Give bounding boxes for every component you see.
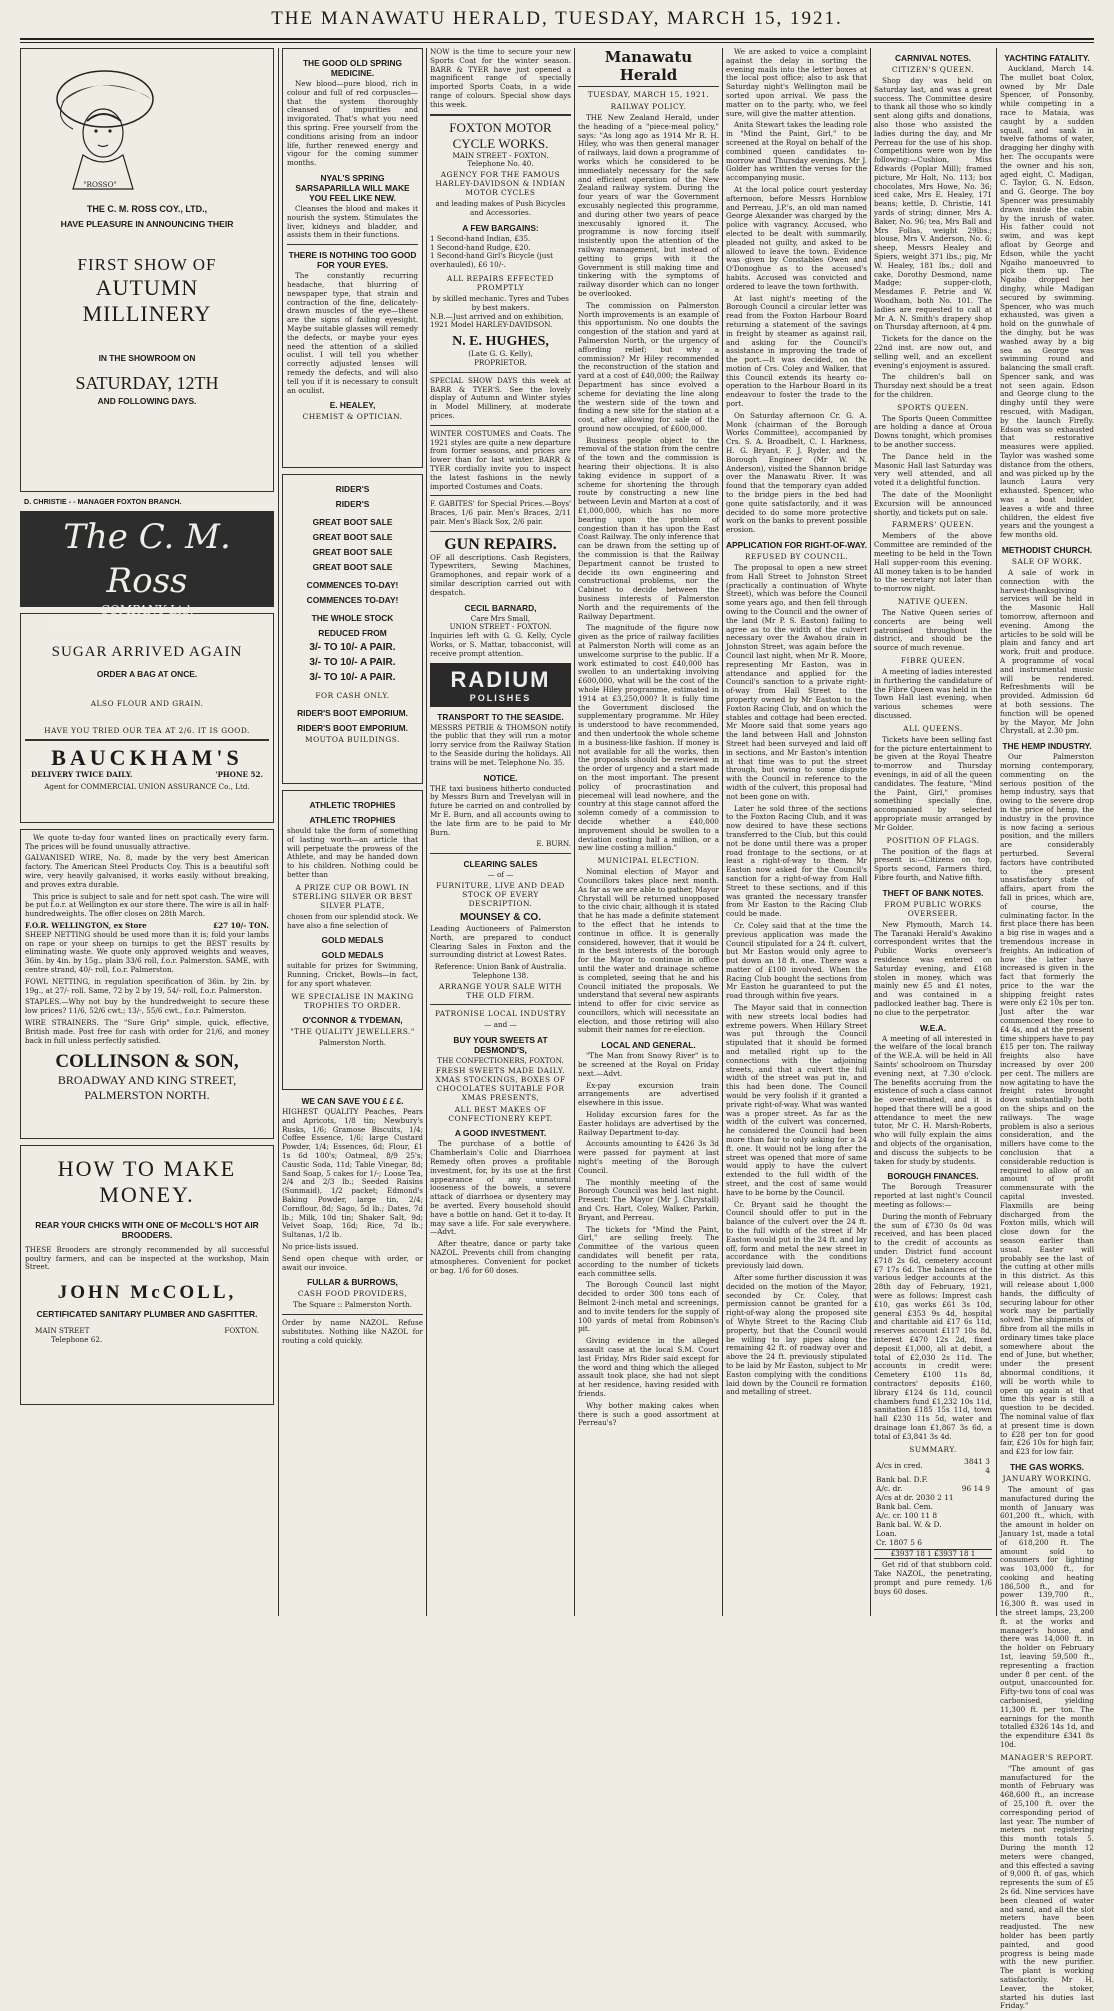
- plumber-line: CERTIFICATED SANITARY PLUMBER AND GASFITTER.: [36, 1309, 258, 1320]
- local-8: Giving evidence in the alleged assault case at the local S.M. Court last Friday, Mrs Rider said except for the word and thing which the alleged assault took place, she had not slept at her residence, having resided with friends.: [578, 1336, 719, 1398]
- managers-report-text: "The amount of gas manufactured for the month of February was 468,600 ft., an increase of 25,100 ft. over the corresponding period of last year. The number of meters not registering this month totals 5. During the month 12 meters were changed, and this effected a saving of 9,000 ft. of gas, which represents the sum of £5 2s 6d. Nine services have been cleaned of water and sand, and all the slot meters have been readjusted. The new holder has been partly painted, and good progress is being made with the new purifier. The plant is working satisfactorily. Mr H. Leaver, the stoker, started his duties last Friday.": [1000, 1763, 1094, 2011]
- foxton-label: FOXTON.: [224, 1326, 259, 1336]
- main-street: MAIN STREET: [35, 1326, 90, 1336]
- sale-of-work: SALE OF WORK.: [1011, 557, 1083, 567]
- sports-queen: SPORTS QUEEN.: [897, 402, 969, 412]
- municipal-text: Nominal election of Mayor and Councillors takes place next month. As far as we are able to gather, Mayor Chrystall will be returned unopposed to the civic chair, although it is stated that he has made a definite statement to the effect that he intends to continue in office. It is generally considered, however, that it would be in the best interests of the borough for the Mayor to continue in office until the water and drainage scheme is completed, seeing that he and his Council initiated the proposals. We understand that several new aspirants intend to offer for civic service as councillors, which will necessitate an election, and those retiring will also submit their names for re-election.: [578, 867, 719, 1035]
- policy-p1: THE New Zealand Herald, under the heading of a "piece-meal policy," says: "As long ago as 1914 Mr R. H. Hiley, who was then general manager of railways, laid down a programme of works which he considered to be immediately necessary for the safe and efficient operation of the New Zealand railway system. During the four years of war the Government excusably neglected this programme, and during other two years of peace inexcusably ignored it. The programme is now forcing itself insistently upon the attention of the railway management, but instead of getting to grips with it the Government is still making time and tinkering with the symptoms of railway disorder which can no longer be overlooked.: [578, 113, 719, 298]
- ross-script-logo: The C. M. Ross: [63, 516, 231, 601]
- gold-medals-2: GOLD MEDALS: [321, 950, 384, 961]
- gas-works-heading: THE GAS WORKS.: [1010, 1461, 1084, 1472]
- lady-portrait-illustration: [43, 59, 163, 199]
- rear-chicks: REAR YOUR CHICKS WITH ONE OF McCOLL'S HOT AIR BROODERS.: [35, 1219, 259, 1240]
- and-line: — and —: [484, 1019, 517, 1029]
- union-street: UNION STREET - FOXTON.: [449, 622, 552, 632]
- local-6: The tickets for "Mind the Paint, Girl," are selling freely. The Committee of the various queen candidates will benefit per rata, according to the number of tickets each committee sells.: [578, 1224, 719, 1278]
- bauckhams-heading: BAUCKHAM'S: [51, 744, 243, 770]
- summary-amount: [957, 1511, 992, 1520]
- methodist-text: A sale of work in connection with the harvest-thanksgiving services will be held in the Masonic Hall tomorrow, afternoon and evening. Among the articles to be sold will be plain and fancy and art work, fruit and produce. A programme of vocal and instrumental music will be rendered. Refreshments will be provided. Admission 6d at both sessions. The function will be opened by the Mayor, Mr John Chrystall, at 2.30 pm.: [1000, 568, 1094, 736]
- nyal-heading: NYAL'S SPRING SARSAPARILLA WILL MAKE YOU FEEL LIKE NEW.: [295, 172, 410, 203]
- mounsey-co: MOUNSEY & CO.: [460, 912, 541, 924]
- summary-row: [874, 1475, 992, 1484]
- native-queen: NATIVE QUEEN.: [897, 597, 969, 607]
- of-line: — of —: [487, 870, 514, 880]
- theft-text: New Plymouth, March 14. The Taranaki Herald's Awakino correspondent writes that the Public Works overseer's residence was entered on Saturday evening, and £168 stolen in money, which was mainly new £5 and £1 notes, and was contained in a padlocked leather bag. There is no clue to the perpetrator.: [874, 919, 992, 1017]
- announce-text: HAVE PLEASURE IN ANNOUNCING THEIR: [60, 218, 234, 229]
- summary-label: A/cs in cred.: [876, 1461, 923, 1471]
- highest-quality-text: HIGHEST QUALITY Peaches, Pears and Apricots, 1/8 tin; Newbury's Rusks, 1/6; Gramose Biscuits, 1/4; Coffee Essence, 1/6; large Custard Powder, 1/4; Essences, 6d; Flour, £1 1s 6d 100's; Oatmeal, 8/9 25's; Caustic Soda, 11d; Table Vinegar, 8d; Sand Soap, 5 cakes for 1/-; Loose Tea, 2/4 and 2/3 lb.; Seeded Raisins (Sunmaid), 1/2 packet; Edmond's Baking Powder, large tin, 2/4; Cornflour, 8d; Sago, 5d lb.; Dates, 7d lb.; Milk, 10d tin; Shaker Salt, 9d; Velvet Soap, 16d; Rice, 7d lb.; Sultanas, 1/2 lb.: [282, 1107, 423, 1240]
- wire-intro: We quote to-day four wanted lines on practically every farm. The prices will be found unusually attractive.: [25, 832, 269, 851]
- fibre-text: A meeting of ladies interested in furthering the candidature of the Fibre Queen was held in the Town Hall last evening, when various schemes were discussed.: [874, 667, 992, 720]
- local-2: Ex-pay excursion train arrangements are advertised elsewhere in this issue.: [578, 1080, 719, 1108]
- citizens-text-2: Tickets for the dance on the 22nd inst. are now out, and selling well, and an excellent evening's enjoyment is assured.: [874, 334, 992, 370]
- municipal-heading: MUNICIPAL ELECTION.: [597, 856, 700, 866]
- summary-row: [874, 1502, 992, 1511]
- policy-p3: Business people object to the removal of the station from the centre of the town and the commission is hearing their objections. It is also taking evidence in support of a scheme for shortening the through route by constructing a new line between Levin and Marton at a cost of £1,000,000, which has no more bearing upon the problem of congestion than it has upon the East Coast Railway. The only inference that can be drawn from the setting up of the commission is that the Railway Department cannot be trusted to decide its own engineering and constructional problems, nor the Cabinet to decide between the business interests of Palmerston North and the requirements of the Railway Department.: [578, 435, 719, 621]
- autumn-millinery-heading: AUTUMN MILLINERY: [82, 274, 212, 326]
- specialise: WE SPECIALISE IN MAKING TROPHIES TO ORDER.: [291, 991, 414, 1010]
- motor-telephone: Telephone No. 40.: [467, 159, 534, 169]
- boot-sale-2: GREAT BOOT SALE: [312, 532, 393, 542]
- local-5: The monthly meeting of the Borough Council was held last night. Present: The Mayor (Mr J. Chrystall) and Crs. Hart, Coley, Walker, Parkin, Bryant, and Perreau.: [578, 1177, 719, 1222]
- special-show: SPECIAL SHOW DAYS this week at BARR & TYER'S. See the lovely display of Autumn and Winter styles in Model Millinery, at moderate prices.: [430, 375, 571, 420]
- column-4: [578, 48, 719, 1616]
- for-wellington: F.O.R. WELLINGTON, ex Store: [25, 920, 147, 930]
- motor-main-st: MAIN STREET - FOXTON.: [452, 150, 549, 160]
- summary-amount: [957, 1475, 992, 1484]
- summary-row: [874, 1457, 992, 1475]
- wellington-price: £27 10/- TON.: [213, 920, 269, 930]
- gun-repairs-heading: GUN REPAIRS.: [444, 535, 557, 553]
- local-3: Holiday excursion fares for the Easter holidays are advertised by the Railway Department to-day.: [578, 1110, 719, 1137]
- notice-heading: NOTICE.: [483, 772, 518, 783]
- col5-p10: Cr. Bryant said he thought the Council should offer to put in the balance of the culvert over the 24 ft. to the full width of the street if Mr Easton would put in the 24 ft. and lay off, form and metal the new street in accordance with the conditions previously laid down.: [726, 1199, 867, 1271]
- summary-total: £3937 18 1 £3937 18 1: [874, 1549, 992, 1560]
- summary-row: [874, 1538, 992, 1547]
- oconnor-tydeman: O'CONNOR & TYDEMAN,: [302, 1014, 403, 1025]
- gabites: F. GABITES' for Special Prices.—Boys' Braces, 1/6 pair. Men's Braces, 2/11 pair. Men's Black Sox, 2/6 pair.: [430, 499, 571, 526]
- col5-p4: At last night's meeting of the Borough Council a circular letter was read from the Foxton Harbour Board returning a statement of the savings in freight by steamer as against rail, and asking for the Council's assistance in improving the trade of the port.—It was decided, on the motion of Crs. Coley and Walker, that this Council extends its hearty co-operation to the Harbour Board in its endeavour to foster the trade to the port.: [726, 293, 867, 409]
- leading-makes: and leading makes of Push Bicycles and Accessories.: [435, 199, 566, 217]
- collinson-heading: COLLINSON & SON,: [55, 1051, 239, 1073]
- brooders-text: THESE Brooders are strongly recommended by all successful poultry farmers, and can be inspected at the workshop, Main Street.: [25, 1244, 269, 1272]
- col5-p11: After some further discussion it was decided on the motion of the Mayor, seconded by Cr. Coley, that permission cannot be granted for a right-of-way along the proposed site of Whyte Street to the Racing Club property, but that the Council would be willing to lay pipes along the remaining 42 ft. of roadway over and above the 24 ft. previously stipulated to be laid by Mr Easton, subject to Mr Easton complying with the conditions laid down by the Council re formation and metalling of street.: [726, 1272, 867, 1397]
- masthead: THE MANAWATU HERALD, TUESDAY, MARCH 15, 1921.: [271, 8, 843, 29]
- galvanised-wire: GALVANISED WIRE, No. 8, made by the very best American factory. The American Steel Products Coy. This is a beautiful soft wire, very heavily galvanised, it works easily without breaking, and proves extra durable.: [25, 853, 269, 889]
- fullar-burrows-ad: [282, 1096, 423, 1376]
- finances-text-2: During the month of February the sum of £730 0s 0d was received, and has been placed to the credit of accounts as under: District fund account £718 2s 6d, cemetery account £7 17s 6d. The balances of the various ledger accounts at the 28th day of February, 1921, were as follows: Imprest cash £10, gas works £61 3s 10d, general £353 9s 4d, hospital and charitable aid £17 6s 11d, reserves account £117 10s 8d, interest £470 12s 2d, fixed deposit £1,000, all at debit, a total of £2,030 2s 11d. The accounts in credit were: Cemetery £100 11s 8d, contractors' deposits £160, library £124 6s 11d, council chambers fund £1,232 10s 11d, sanitation £185 15s 11d, town hall £230 11s 5d, water and drainage loan £1,867 3s 6d, a total of £3,841 3s 4d.: [874, 1211, 992, 1441]
- eyes-text: The constantly recurring headache, that blurring of newspaper type, that strain and contraction of the fine, delicately-drawn muscles of the eye—these are the signs of failing eyesight. Maybe suitable glasses will remedy the defects, or maybe your eyes need the attention of a skilled oculist. I will tell you whether correctly adjusted lenses will remedy the defects, and will also tell you if it is necessary to consult an oculist.: [287, 271, 418, 395]
- rosso-label: "ROSSO": [83, 180, 117, 189]
- summary-label: Bank bal. D.F.: [876, 1474, 928, 1484]
- arrange-sale: ARRANGE YOUR SALE WITH THE OLD FIRM.: [439, 981, 562, 1000]
- summary-amount: [957, 1493, 992, 1502]
- column-6: [874, 48, 992, 1616]
- wea-heading: W.E.A.: [919, 1022, 947, 1033]
- yachting-heading: YACHTING FATALITY.: [1004, 53, 1090, 63]
- column-divider: [426, 48, 427, 1616]
- phone-52: 'PHONE 52.: [215, 769, 263, 779]
- how-to-make: HOW TO MAKE: [57, 1155, 237, 1181]
- refused-by-council: REFUSED BY COUNCIL.: [744, 552, 849, 562]
- healey-chemist-ad: [282, 48, 423, 468]
- radium-word: RADIUM: [450, 666, 551, 692]
- column-divider: [574, 48, 575, 1616]
- flour-grain: ALSO FLOUR AND GRAIN.: [90, 698, 204, 708]
- price-line-3: 3/- TO 10/- A PAIR.: [309, 672, 396, 683]
- get-rid-cold: Get rid of that stubborn cold. Take NAZOL, the penetrating, prompt and pure remedy. 1/6 buys 60 doses.: [874, 1560, 992, 1596]
- col5-p7: Later he sold three of the sections to the Foxton Racing Club, and it was now desired to have these sections transferred to the Club, but this could not be done until there was a proper road frontage to the sections, or at least a right-of-way to them. Mr Easton now asked for the Council's sanction for a right-of-way from Hall Street to these sections, and if this was granted the necessary transfer from Mr Easton to the Racing Club could be made.: [726, 803, 867, 919]
- cm-ross-logo: [20, 511, 274, 632]
- cash-food: CASH FOOD PROVIDERS,: [297, 1289, 408, 1299]
- col5-p9: The Mayor said that in connection with new streets local bodies had extreme powers. When Hillary Street was put through the Council stipulated that it should be formed and metalled right up to the connections with the adjoining streets, and that a culvert the full width of the street was put in, and this had been done. The Council would be very foolish if it granted a private right-of-way. What was wanted was a proper street. As far as the width of the culvert was concerned, he considered the Council had been more than fair to only asking for a 24 ft. one. It would not be long after the street was opened that more of same would apply to have the culvert extended to the full width of the street, and the cost of same would have to be borne by the Council.: [726, 1003, 867, 1197]
- gold-medals-1: GOLD MEDALS: [321, 935, 384, 946]
- furniture-stock: FURNITURE, LIVE AND DEAD STOCK OF EVERY DESCRIPTION.: [436, 881, 565, 909]
- galvanised-price-note: This price is subject to sale and for nett spot cash. The wire will be put f.o.r. at Wellington ex our store there. The wire is all in half-hundredweights. The offer closes on 28th March.: [25, 891, 269, 919]
- agent-line: Agent for COMMERCIAL UNION ASSURANCE Co., Ltd.: [44, 781, 250, 791]
- column-1: [20, 48, 274, 1616]
- first-show-text: FIRST SHOW OF: [77, 254, 217, 274]
- winter-costumes: WINTER COSTUMES and Coats. The 1921 styles are quite a new departure from former seasons, and prices are lower than for last winter. BARR & TYER cordially invite you to inspect the latest fashions in the newly imported Costumes and Coats.: [430, 428, 571, 491]
- ross-millinery-ad: [20, 48, 274, 492]
- sports-coat-ad: NOW is the time to secure your new Sports Coat for the winter season. BARR & TYER have just opened a magnificent range of specially imported Sports Coats, in a wide range of colours. Special show days this week.: [430, 47, 571, 109]
- nazol-order: Order by name NAZOL. Refuse substitutes. Nothing like NAZOL for routing a cold quickly.: [282, 1318, 423, 1345]
- citizens-text-3: The children's ball on Thursday next should be a treat for the children.: [874, 372, 992, 399]
- company-ltd: COMPANY Ltd.: [100, 602, 194, 617]
- confectioners: THE CONFECTIONERS, FOXTON.: [437, 1055, 564, 1065]
- athletic-text: should take the form of something of lasting worth—an article that will perpetuate the prowess of the Athlete, and may be handed down to his children. Nothing could be better than: [287, 826, 418, 879]
- local-4: Accounts amounting to £426 3s 3d were passed for payment at last night's meeting of the Borough Council.: [578, 1139, 719, 1175]
- january-working: JANUARY WORKING.: [1002, 1473, 1092, 1483]
- skilled-mechanic: by skilled mechanic. Tyres and Tubes by best makers.: [432, 293, 569, 312]
- good-investment: A GOOD INVESTMENT.: [454, 1128, 547, 1139]
- cecil-barnard: CECIL BARNARD,: [464, 602, 537, 613]
- gas-text: The amount of gas manufactured during the month of January was 601,200 ft., which, with the amount in holder on January 1st, made a total of 618,200 ft. The amount sold to consumers for lighting was 103,000 ft., for cooking and heating 186,500 ft., and for power 139,700 ft., 16,300 ft. was used in the street lamps, 23,200 ft. at the works and manager's house, and there was 14,000 ft. in the holder on February 1st, leaving 59,500 ft., representing a fraction under 8 per cent. of the output, unaccounted for. Fifty-two tons of coal was carbonised, yielding 11,300 ft. per ton. The earnings for the month totalled £326 14s 1d, and the expenditure £341 8s 10d.: [1000, 1484, 1094, 1750]
- summary-row: [874, 1520, 992, 1538]
- fashion-centre: PALMERSTON'S FASHION CENTRE: [53, 620, 241, 632]
- investment-text: The purchase of a bottle of Chamberlain's Colic and Diarrhoea Remedy often proves a profitable investment, for, by its use at the first appearance of any unnatural looseness of the bowels, a severe attack of diarrhoea or dysentery may be averted. Every household should have a bottle on hand. Get it to-day. It may save a life. For sale everywhere.—Advt.: [430, 1139, 571, 1237]
- local-1: "The Man from Snowy River" is to be screened at the Royal on Friday next.—Advt.: [578, 1051, 719, 1078]
- saturday-date: SATURDAY, 12TH: [75, 372, 219, 393]
- column-divider: [722, 48, 723, 1616]
- proprietor: PROPRIETOR.: [474, 357, 527, 367]
- boot-sale-1: GREAT BOOT SALE: [312, 517, 393, 527]
- local-7: The Borough Council last night decided to order 300 tons each of Belmont 2-inch metal and screenings, and to invite tenders for the supply of 100 yards of metal from Robinson's pit.: [578, 1280, 719, 1334]
- tea-line: HAVE YOU TRIED OUR TEA AT 2/6. IT IS GOOD.: [44, 725, 250, 735]
- col5-p8: Cr. Coley said that at the time the previous application was made the Council stipulated for a 24 ft. culvert, but Mr Easton would only agree to put down an 18 ft. one. There was a matter of £100 involved. When the Racing Club bought the sections from Mr Easton he guaranteed to put the road through within five years.: [726, 920, 867, 1001]
- column-7: [1000, 48, 1094, 2011]
- late-kelly: (Late G. G. Kelly),: [468, 349, 533, 359]
- staples: STAPLES.—Why not buy by the hundredweight to secure these low prices? 11/6, 52/6 cwt.; 13/-, 55/6 cwt., f.o.r. Palmerston.: [25, 997, 269, 1016]
- foxton-motor-heading: FOXTON MOTOR CYCLE WORKS.: [449, 119, 552, 151]
- petrie-thomson: MESSRS PETRIE & THOMSON notify the public that they will run a motor lorry service from the Railway Station to the Seaside during the holidays. All trains will be met. Telephone No. 35.: [430, 722, 571, 767]
- radium-polishes-logo: [430, 663, 571, 707]
- bargain-2: 1 Second-hand Rudge, £20.: [430, 242, 531, 252]
- all-best: ALL BEST MAKES OF CONFECTIONERY KEPT.: [448, 1105, 553, 1124]
- sugar-heading: SUGAR ARRIVED AGAIN: [51, 643, 243, 660]
- wire-strainers: WIRE STRAINERS. The "Sure Grip" simple, quick, effective, British made. Post free for cash with order for 21/6, and money back in full unless perfectly satisfied.: [25, 1017, 269, 1045]
- summary-label: A/c. cr. 100 11 8: [876, 1510, 938, 1520]
- position-flags: POSITION OF FLAGS.: [886, 835, 980, 845]
- column-divider: [870, 48, 871, 1616]
- whole-stock: THE WHOLE STOCK: [311, 613, 394, 623]
- inquiries: Inquiries left with G. G. Kelly, Cycle Works, or S. Mattar, tobacconist, will receive prompt attention.: [430, 631, 571, 658]
- healey-name: E. HEALEY,: [329, 400, 376, 411]
- sports-text-3: The date of the Moonlight Excursion will be announced shortly, and tickets put on sale.: [874, 490, 992, 517]
- edition-date: TUESDAY, MARCH 15, 1921.: [587, 90, 710, 99]
- local-general-heading: LOCAL AND GENERAL.: [601, 1040, 696, 1051]
- hughes-name: N. E. HUGHES,: [452, 334, 549, 350]
- column-divider: [996, 48, 997, 1616]
- summary-row: [874, 1484, 992, 1493]
- order-bag: ORDER A BAG AT ONCE.: [96, 668, 198, 679]
- boot-sale-4: GREAT BOOT SALE: [312, 562, 393, 572]
- summary-amount: [957, 1538, 992, 1547]
- patronise: PATRONISE LOCAL INDUSTRY: [435, 1008, 566, 1018]
- trophies-ad: [282, 790, 423, 1090]
- the-square: The Square :: Palmerston North.: [293, 1300, 412, 1310]
- methodist-heading: METHODIST CHURCH.: [1001, 545, 1093, 556]
- clearing-sales: CLEARING SALES: [463, 859, 538, 870]
- col5-p1: We are asked to voice a complaint against the delay in sorting the evening mails into the letter boxes at the local post office; also to ask that Saturday night's Wellington mail be sorted upon arrival. We pass the matter on to the party, who, we feel sure, will give the matter attention.: [726, 47, 867, 118]
- athletic-2: ATHLETIC TROPHIES: [309, 815, 396, 825]
- telephone-62: Telephone 62.: [51, 1334, 103, 1344]
- citizens-text: Shop day was held on Saturday last, and was a great success. The Committee desire to thank all those who so kindly sent along gifts and donations, also those who assisted the ladies during the day, and Mr Perreau for the use of his shop. Competitions were won by the following:—Cushion, Miss Edwards (Poplar Mill); framed picture, Mr Holt, No. 113; box chocolates, Mrs Howe, No. 36; iced cake, Mrs E. Healey, 171 beans; kettle, D. Christie, 141 yards of string; dinner, Mrs A. Baker, No. 96; tea, Mrs Ball and Mrs Follas, weight 29lbs.; blouse, Mrs V. Anderson, No. 6; sheep, Messrs Healey and Spiers, weight 371 lbs.; pig, Mr W. Healey, 181 lbs.; doll and cake, Dorothy Desmond, name Madge; supper-cloth, Mesdames F. Petrie and W. Woodham, both No. 101. The ladies are requested to call at Mr A. N. Smith's drapery shop on Thursday afternoon, at 4 pm.: [874, 76, 992, 332]
- nameplate: Manawatu Herald: [578, 48, 719, 87]
- fullar-burrows: FULLAR & BURROWS,: [307, 1277, 398, 1288]
- repairs: ALL REPAIRS EFFECTED PROMPTLY: [447, 273, 554, 292]
- column-5: [726, 48, 867, 1616]
- borough-finances-heading: BOROUGH FINANCES.: [887, 1171, 979, 1182]
- telephone-138: Telephone 138.: [472, 971, 529, 980]
- policy-p2: The commission on Palmerston North improvements is an example of this opportunism. No one doubts the congestion of the station and yard at Palmerston North, or the urgency of affording relief; but why a commission? Mr Hiley recommended the reconstruction of the station and yard at a cost of £40,000; the Railway Department has since evolved a scheme for deviating the line along the western side of the town and finding a new site for the station at a cost, after allowing for sale of the ground now occupied, of £600,000.: [578, 300, 719, 433]
- policy-p4: The magnitude of the figure now given as the price of railway facilities at Palmerston North will come as an unwelcome surprise to the public. If a work estimated to cost £40,000 has swollen to an undertaking involving £600,000, what will be the cost of the whole Hiley programme, estimated in 1914 at £3,250,000? It is fully time the Government disclosed the supplementary programme. Mr Hiley is understood to have recommended, and then undertook the whole scheme in a business-like fashion. If money is not available for all the works, then the proposals should be reviewed in the order of urgency and a start made on the most important. The present policy of procrastination and piecemeal will lead nowhere, and the country at this stage cannot afford the solemn comedy of a commission to decide whether a £40,000 improvement should be swollen to a deviation costing half a million, or a new line costing a million.": [578, 623, 719, 853]
- showroom-text: IN THE SHOWROOM ON: [98, 352, 196, 363]
- taxi-notice: THE taxi business hitherto conducted by Messrs Burn and Trevelyan will in future be carried on and controlled by Mr E. Burn, and all accounts owing to the late firm are to be paid to Mr Burn.: [430, 783, 571, 837]
- bargains-heading: A FEW BARGAINS:: [462, 222, 539, 233]
- after-theatre: After theatre, dance or party take NAZOL. Prevents chill from changing atmospheres. Convenient for pocket or bag. 1/6 for 60 doses.: [430, 1239, 571, 1275]
- fowl-netting: FOWL NETTING, in regulation specification of 36in. by 2in. by 19g., at 27/- roll. Same, 72 by 2 by 19, 54/- roll, f.o.r. Palmerston.: [25, 976, 269, 995]
- theft-sub: FROM PUBLIC WORKS OVERSEER.: [884, 899, 982, 918]
- quality-jewellers: "THE QUALITY JEWELLERS.": [290, 1026, 415, 1036]
- moutoa-buildings: MOUTOA BUILDINGS.: [305, 735, 400, 744]
- column-3: [430, 48, 571, 1616]
- commences-2: COMMENCES TO-DAY!: [306, 595, 399, 605]
- reference: Reference: Union Bank of Australia.: [434, 962, 567, 972]
- collinson-ad: [20, 829, 274, 1139]
- nb-harley: N.B.—Just arrived and on exhibition, 1921 Model HARLEY-DAVIDSON.: [430, 311, 564, 330]
- fibre-queen: FIBRE QUEEN.: [900, 656, 966, 666]
- wea-text: A meeting of all interested in the welfare of the local branch of the W.E.A. will be held in All Saints' schoolroom on Thursday evening next, at 7.30 o'clock. The benefits accruing from the existence of such a class cannot be over-estimated, and it is hoped that there will be a good attendance to meet the new tutor, Mr C. H. Marsh-Roberts, who will fully explain the aims and objects of the organisation, and discuss the subjects to be taken for study by students.: [874, 1033, 992, 1166]
- broadway-line: BROADWAY AND KING STREET,: [57, 1073, 237, 1088]
- send-cheque: Send open cheque with order, or await our invoice.: [282, 1253, 423, 1272]
- mccoll-ad: [20, 1145, 274, 1405]
- palmerston-line: PALMERSTON NORTH.: [84, 1088, 210, 1103]
- hemp-heading: THE HEMP INDUSTRY.: [1002, 741, 1092, 752]
- care-mrs-small: Care Mrs Small,: [470, 613, 531, 623]
- leading-auctioneers: Leading Auctioneers of Palmerston North, are prepared to conduct Clearing Sales in Foxton and the surrounding district at Lowest Rates.: [430, 924, 571, 960]
- col5-p5: On Saturday afternoon Cr. G. A. Monk (chairman of the Borough Works Committee), accompanied by Crs. S. A. Broadbelt, C. I. Harkness, H. G. Bryant, F. J. Ryder, and the Borough Engineer (Mr W. N. Anderson), visited the Shannon bridge over the Manawatu River. It was found that the temporary cyan added to the bridge piers in the bed had gone quite satisfactorily, and it was decided to do some more protective work on the banks to prevent possible erosion.: [726, 410, 867, 535]
- sports-text-2: The Dance held in the Masonic Hall last Saturday was very well attended, and all voted it a delightful function.: [874, 451, 992, 488]
- boot-sale-3: GREAT BOOT SALE: [312, 547, 393, 557]
- farmers-text: Members of the above Committee are reminded of the meeting to be held in the Town Hall supper-room this evening. All money taken is to be handed to the secretary not later than to-morrow night.: [874, 531, 992, 594]
- bauckham-ad: [20, 613, 274, 823]
- yachting-text: Auckland, March 14. The mullet boat Colox, owned by Mr Dale Spencer, of Ponsonby, while competing in a race to Mataia, was caught by a sudden squall, and sank in twelve fathoms of water, dragging her dinghy with her. The occupants were the owner and his son, aged eight, C. Madigan, C. Taylor, G. N. Edson, and G. George. The boy Spencer was presumably drawn inside the cabin by the inrush of water. His father could not swim, and was kept afloat by George and Edson, while the yacht Ngaiho manoeuvred to pick them up. The Ngaiho dropped her dinghy, while Madigan secured by swimming. Spencer, who was much exhausted, was given a hold on the gunwhale of the dinghy, but he was washed away by a big sea as George was swimming round and balancing the small craft. Spencer sank, and was not seen again. Edson and George clung to the dinghy until they were rescued, with Madigan, by the launch Firefly. Edson was so exhausted that restorative measures were applied. Taylor was washed some distance from the others, and was picked up by the launch Laura very exhausted. Spencer, who was a boat builder, leaves a wife and three children, the eldest five years and the youngest a few months old.: [1000, 64, 1094, 540]
- bargain-3: 1 Second-hand Girl's Bicycle (just overhauled), £6 10/-.: [430, 251, 553, 270]
- all-queens: ALL QUEENS.: [903, 723, 963, 733]
- save-heading: WE CAN SAVE YOU £ £ £.: [301, 1096, 404, 1106]
- cleanses-text: Cleanses the blood and makes it nourish the system. Stimulates the liver, kidneys and bladder, and assists them in their functions.: [287, 203, 418, 240]
- chosen-text: chosen from our splendid stock. We have also a fine selection of: [287, 911, 418, 930]
- good-old-heading: THE GOOD OLD SPRING MEDICINE.: [302, 58, 403, 78]
- polishes-word: POLISHES: [469, 692, 532, 703]
- emporium-1: RIDER'S BOOT EMPORIUM.: [297, 708, 408, 718]
- managers-report: MANAGER'S REPORT.: [1000, 1752, 1094, 1762]
- sports-text: The Sports Queen Committee are holding a dance at Oroua Downs tonight, which promises to be another success.: [874, 413, 992, 450]
- fresh-sweets: FRESH SWEETS MADE DAILY. XMAS STOCKINGS, BOXES OF CHOCOLATES SUITABLE FOR XMAS PRESENTS,: [435, 1066, 566, 1103]
- column-2: [282, 48, 423, 1616]
- john-mccoll: JOHN McCOLL,: [57, 1282, 237, 1304]
- ross-coy-heading: THE C. M. ROSS COY., LTD.,: [86, 203, 208, 214]
- gun-text: OF all descriptions. Cash Registers, Typewriters, Sewing Machines, Gramophones, and repair work of a similar description carried out with despatch.: [430, 552, 571, 597]
- price-line-2: 3/- TO 10/- A PAIR.: [309, 657, 396, 668]
- theft-heading: THEFT OF BANK NOTES.: [882, 887, 984, 898]
- summary-label: Cr. 1807 5 6: [876, 1537, 922, 1547]
- summary-label: Bank bal. W. & D. Loan.: [876, 1519, 942, 1538]
- masthead-rule: [20, 38, 1094, 40]
- native-text: The Native Queen series of concerts are being well patronised throughout the district, and should be the source of much revenue.: [874, 608, 992, 653]
- summary-label: A/cs at dr. 2030 2 11: [876, 1492, 954, 1502]
- summary-heading: SUMMARY.: [909, 1444, 957, 1454]
- summary-amount: [957, 1502, 992, 1511]
- all-queens-text: Tickets have been selling fast for the picture entertainment to be given at the Royal Theatre to-morrow and Thursday evenings, in aid of all the queen candidates. The feature, "Mind the Paint, Girl," promises something specially fine, accompanied by selected appropriate music arranged by Mr Golder.: [874, 734, 992, 832]
- summary-table: [874, 1457, 992, 1547]
- citizens-queen: CITIZEN'S QUEEN.: [891, 65, 975, 74]
- palmerston-north: Palmerston North.: [318, 1037, 387, 1047]
- hemp-text: Our Palmerston morning contemporary, commenting on the serious position of the hemp industry, says that owing to the severe drop in the price of hemp, the industry in the province is now facing a serious position, and the millers are considerably perturbed. Several factors have contributed to the present unsatisfactory state of affairs, apart from the fall in prices, which are, of course, the culminating factor. In the first place there has been a big rise in wages and a tremendous increase in freights. An indication of how the latter have increased is given in the fact that formerly the price to the war the shipping freight rates were only £2 10s per ton. Just after the war commenced they rose to £4 4s, and at the present time shippers have to pay £15 per ton. The railway freights also have increased by over 200 per cent. The millers are now agitating to have the freight rates brought down substantially both on the ships and on the railways. The wage problem is also a serious consideration, and the millers have come to the conclusion that a considerable reduction is required to allow of an amount of profit commensurate with the capital invested. Flaxmills are being discharged from the Foxton mills, which will close down for the season earlier than usual. Easter will probably see the last of the cutting at other mills in this district. As this will release about 1,000 hands, the difficulty of securing labour for other work may be partially solved. The shipments of fibre from all the mills in ordinary times take place somewhere about the end of June, but whether, under the present abnormal conditions, it will be worth while to open up again at that time this year is still a question to be decided. The nominal value of flax at present time is down to £28 per ton for good fair, £26 10s for high fair, and £23 for low fair.: [1000, 752, 1094, 1457]
- cash-only: FOR CASH ONLY.: [315, 691, 390, 700]
- manager-foxton-branch: D. CHRISTIE - - MANAGER FOXTON BRANCH.: [24, 497, 182, 506]
- summary-amount: 96 14 9: [961, 1483, 990, 1493]
- right-of-way-heading: APPLICATION FOR RIGHT-OF-WAY.: [726, 540, 867, 551]
- summary-row: [874, 1511, 992, 1520]
- e-burn: E. BURN.: [536, 839, 571, 849]
- summary-label: A/c. dr.: [876, 1483, 903, 1493]
- delivery-twice: DELIVERY TWICE DAILY.: [31, 769, 133, 779]
- suitable-text: suitable for prizes for Swimming, Running, Cricket, Bowls—in fact, for any sport whatever.: [287, 961, 418, 988]
- transport-heading: TRANSPORT TO THE SEASIDE.: [437, 711, 564, 722]
- no-price-lists: No price-lists issued.: [282, 1241, 359, 1251]
- riders-1: RIDER'S: [335, 484, 370, 494]
- nothing-too-good: THERE IS NOTHING TOO GOOD FOR YOUR EYES.: [288, 250, 417, 271]
- sheep-netting: SHEEP NETTING should be used more than it is; fold your lambs on rape or your sheep on turnips to get the BEST results by eliminating waste. We quote only approved weights and weaves, 36in. by 4in. by 15g., plain 33/6 roll, f.o.r. Palmerston. SAME, with centre strand, 40/- roll, f.o.r. Palmerston.: [25, 929, 269, 974]
- railway-policy-heading: RAILWAY POLICY.: [610, 102, 687, 111]
- col5-p6: The proposal to open a new street from Hall Street to Johnston Street (practically a continuation of Whyte Street), which was before the Council some years ago, and then fell through owing to the Council and the owner of the land (Mr P. S. Easton) failing to agree as to the width of the culvert necessary over the Awahou drain in Johnston Street, was again before the Council last night, when Mr R. Moore, representing Mr Easton, was in attendance and applied for the Council's sanction to a private right-of-way from Hall Street to the property owned by Mr Easton to the Foxton Racing Club, and on which the stables and cottage had been erected. Mr Moore said that some years ago the land between Hall and Johnston Street had been surveyed and laid off in sections, and Mr Easton's intention at that time was to put the street through, but owing to some dispute with the Council in reference to the width of the culvert, this proposal had not been gone on with.: [726, 563, 867, 801]
- desmonds: BUY YOUR SWEETS AT DESMOND'S,: [453, 1034, 548, 1055]
- column-divider: [278, 48, 279, 1616]
- commences-1: COMMENCES TO-DAY!: [306, 580, 399, 590]
- money-heading: MONEY.: [99, 1181, 195, 1207]
- finances-text: The Borough Treasurer reported at last night's Council meeting as follows:—: [874, 1182, 992, 1210]
- summary-label: Bank bal. Cem.: [876, 1501, 934, 1511]
- col5-p3: At the local police court yesterday afternoon, before Messrs Hornblow and Perreau, J.P.'s, an old man named George Alexander was charged by the police with vagrancy. Accused, who elected to be dealt with summarily, pleaded not guilty, and asked to be allowed to leave the town. Evidence was given by Constables Owen and O'Donoghue as to the accused's habits. Accused was convicted and ordered to leave the town forthwith.: [726, 184, 867, 291]
- agency: AGENCY FOR THE FAMOUS HARLEY-DAVIDSON & INDIAN MOTOR CYCLES: [435, 170, 566, 198]
- following-days: AND FOLLOWING DAYS.: [97, 395, 197, 406]
- new-blood-text: New blood—pure blood, rich in colour and full of red corpuscles—that the system thoroughly cleansed of impurities and invigorated. That's what you need this spring. Free yourself from the conditions arising from an indoor life, further renewed energy and vigour for the coming summer months.: [287, 79, 418, 168]
- riders-boot-sale-ad: [282, 474, 423, 784]
- masthead-rule-thin: [20, 42, 1094, 43]
- col5-p2: Anita Stewart takes the leading role in "Mind the Paint, Girl," to be screened at the Royal on behalf of the combined queen candidates to-morrow and Thursday evenings. Mr J. Golder has written the verses for the accompanying music.: [726, 120, 867, 183]
- summary-amount: [957, 1520, 992, 1538]
- bargain-1: 1 Second-hand Indian, £35.: [430, 233, 531, 243]
- athletic-1: ATHLETIC TROPHIES: [309, 800, 396, 810]
- emporium-2: RIDER'S BOOT EMPORIUM.: [297, 723, 408, 733]
- chemist-optician: CHEMIST & OPTICIAN.: [302, 412, 403, 422]
- summary-amount: 3841 3 4: [964, 1456, 990, 1475]
- carnival-heading: CARNIVAL NOTES.: [895, 53, 971, 63]
- reduced-from: REDUCED FROM: [318, 628, 387, 638]
- flags-text: The position of the flags at present is:—Citizens on top, Sports second, Farmers third, Fibre fourth, and Native fifth.: [874, 846, 992, 882]
- price-line-1: 3/- TO 10/- A PAIR.: [309, 642, 396, 653]
- prize-cup: A PRIZE CUP OR BOWL IN STERLING SILVER OR BEST SILVER PLATE,: [292, 882, 413, 910]
- local-9: Why bother making cakes when there is such a good assortment at Perreau's?: [578, 1400, 719, 1428]
- summary-row: [874, 1493, 992, 1502]
- riders-2: RIDER'S: [335, 499, 370, 509]
- farmers-queen: FARMERS' QUEEN.: [891, 520, 975, 530]
